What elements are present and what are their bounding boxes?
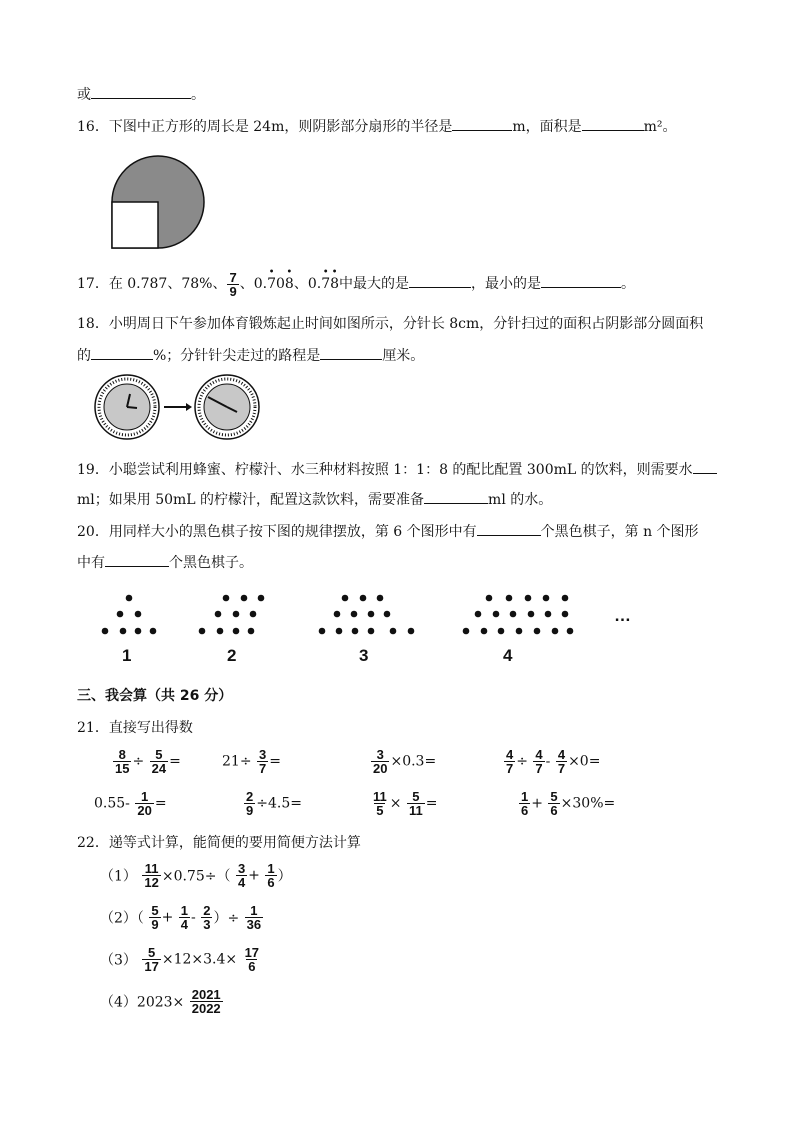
- answer-blank-max[interactable]: [409, 273, 471, 288]
- question-21-title: 21．直接写出得数: [77, 720, 193, 736]
- fraction: $\frac{7}{9}$: [229, 269, 237, 299]
- repeating-decimal-2: 0.• 7• 8: [308, 276, 339, 292]
- question-20-line-2: 中有 个黑色棋子。: [77, 552, 253, 572]
- answer-blank[interactable]: [91, 84, 191, 99]
- arrow-icon: [164, 403, 192, 411]
- pattern-label-4: 4: [503, 646, 513, 665]
- prev-question-tail: 或 。: [77, 84, 205, 104]
- question-16: 16．下图中正方形的周长是 24m，则阴影部分扇形的半径是 m，面积是 m²。: [77, 116, 677, 136]
- square-sector-figure: [105, 155, 210, 253]
- section-title: 三、我会算（共 26 分）: [77, 688, 233, 704]
- question-22-title: 22．递等式计算，能简便的要用简便方法计算: [77, 835, 361, 851]
- answer-blank-water[interactable]: [693, 459, 717, 474]
- answer-blank-min[interactable]: [541, 273, 621, 288]
- chess-pattern-figure: [95, 588, 655, 668]
- question-19-line-2: ml；如果用 50mL 的柠檬汁，配置这款饮料，需要准备 ml 的水。: [77, 489, 552, 509]
- calc-21-8: $\frac{1}{6}$ + $\frac{5}{6}$ ×30%=: [521, 789, 616, 818]
- pattern-label-2: 2: [227, 646, 237, 665]
- clock-figure: [92, 372, 264, 442]
- question-20-line-1: 20．用同样大小的黑色棋子按下图的规律摆放，第 6 个图形中有 个黑色棋子，第 n 个图形: [77, 521, 699, 541]
- answer-blank-nth[interactable]: [105, 552, 169, 567]
- question-18-line-1: 18．小明周日下午参加体育锻炼起止时间如图所示，分针长 8cm，分针扫过的面积占阴影部分圆面积: [77, 316, 704, 332]
- question-17: 17．在 0.787、78%、 $\frac{7}{9}$ 、0.• 70• 8、0.• 7• 8中最大的是 ，最小的是 。: [77, 270, 635, 298]
- clock-end: [195, 375, 259, 439]
- answer-blank-6th[interactable]: [477, 521, 541, 536]
- calc-21-4: $\frac{4}{7}$ ÷ $\frac{4}{7}$ - $\frac{4}{7}$ ×0=: [506, 747, 601, 776]
- answer-blank-area[interactable]: [582, 116, 644, 131]
- calc-21-7: $\frac{11}{5}$ × $\frac{5}{11}$ =: [373, 789, 438, 818]
- calc-22-4: （4）2023× $\frac{2021}{2022}$: [100, 987, 221, 1016]
- repeating-decimal-1: 0.• 70• 8: [254, 276, 294, 292]
- pattern-ellipsis: …: [614, 606, 631, 625]
- clock-start: [95, 375, 159, 439]
- calc-21-5: 0.55- $\frac{1}{20}$ =: [94, 789, 167, 818]
- calc-22-1: （1） $\frac{11}{12}$ ×0.75÷（ $\frac{3}{4}$ + $\frac{1}{6}$ ）: [100, 861, 292, 890]
- calc-21-3: $\frac{3}{20}$ ×0.3=: [373, 747, 437, 776]
- square: [112, 202, 158, 248]
- answer-blank-radius[interactable]: [452, 116, 512, 131]
- calc-21-1: $\frac{8}{15}$ ÷ $\frac{5}{24}$ =: [115, 747, 181, 776]
- question-18-line-2: 的 %；分针针尖走过的路程是 厘米。: [77, 345, 424, 365]
- calc-21-6: $\frac{2}{9}$ ÷4.5=: [246, 789, 302, 818]
- calc-21-2: 21÷ $\frac{3}{7}$ =: [222, 747, 281, 776]
- answer-blank-distance[interactable]: [320, 345, 382, 360]
- pattern-label-1: 1: [122, 646, 132, 665]
- pattern-label-3: 3: [359, 646, 369, 665]
- answer-blank-water-2[interactable]: [424, 489, 488, 504]
- answer-blank-percent[interactable]: [91, 345, 153, 360]
- calc-22-3: （3） $\frac{5}{17}$ ×12×3.4× $\frac{17}{6}$: [100, 945, 260, 974]
- question-19-line-1: 19．小聪尝试利用蜂蜜、柠檬汁、水三种材料按照 1：1：8 的配比配置 300mL 的饮料，则需要水: [77, 459, 717, 479]
- calc-22-2: （2）（ $\frac{5}{9}$ + $\frac{1}{4}$ - $\frac{2}{3}$ ）÷ $\frac{1}{36}$: [100, 903, 262, 932]
